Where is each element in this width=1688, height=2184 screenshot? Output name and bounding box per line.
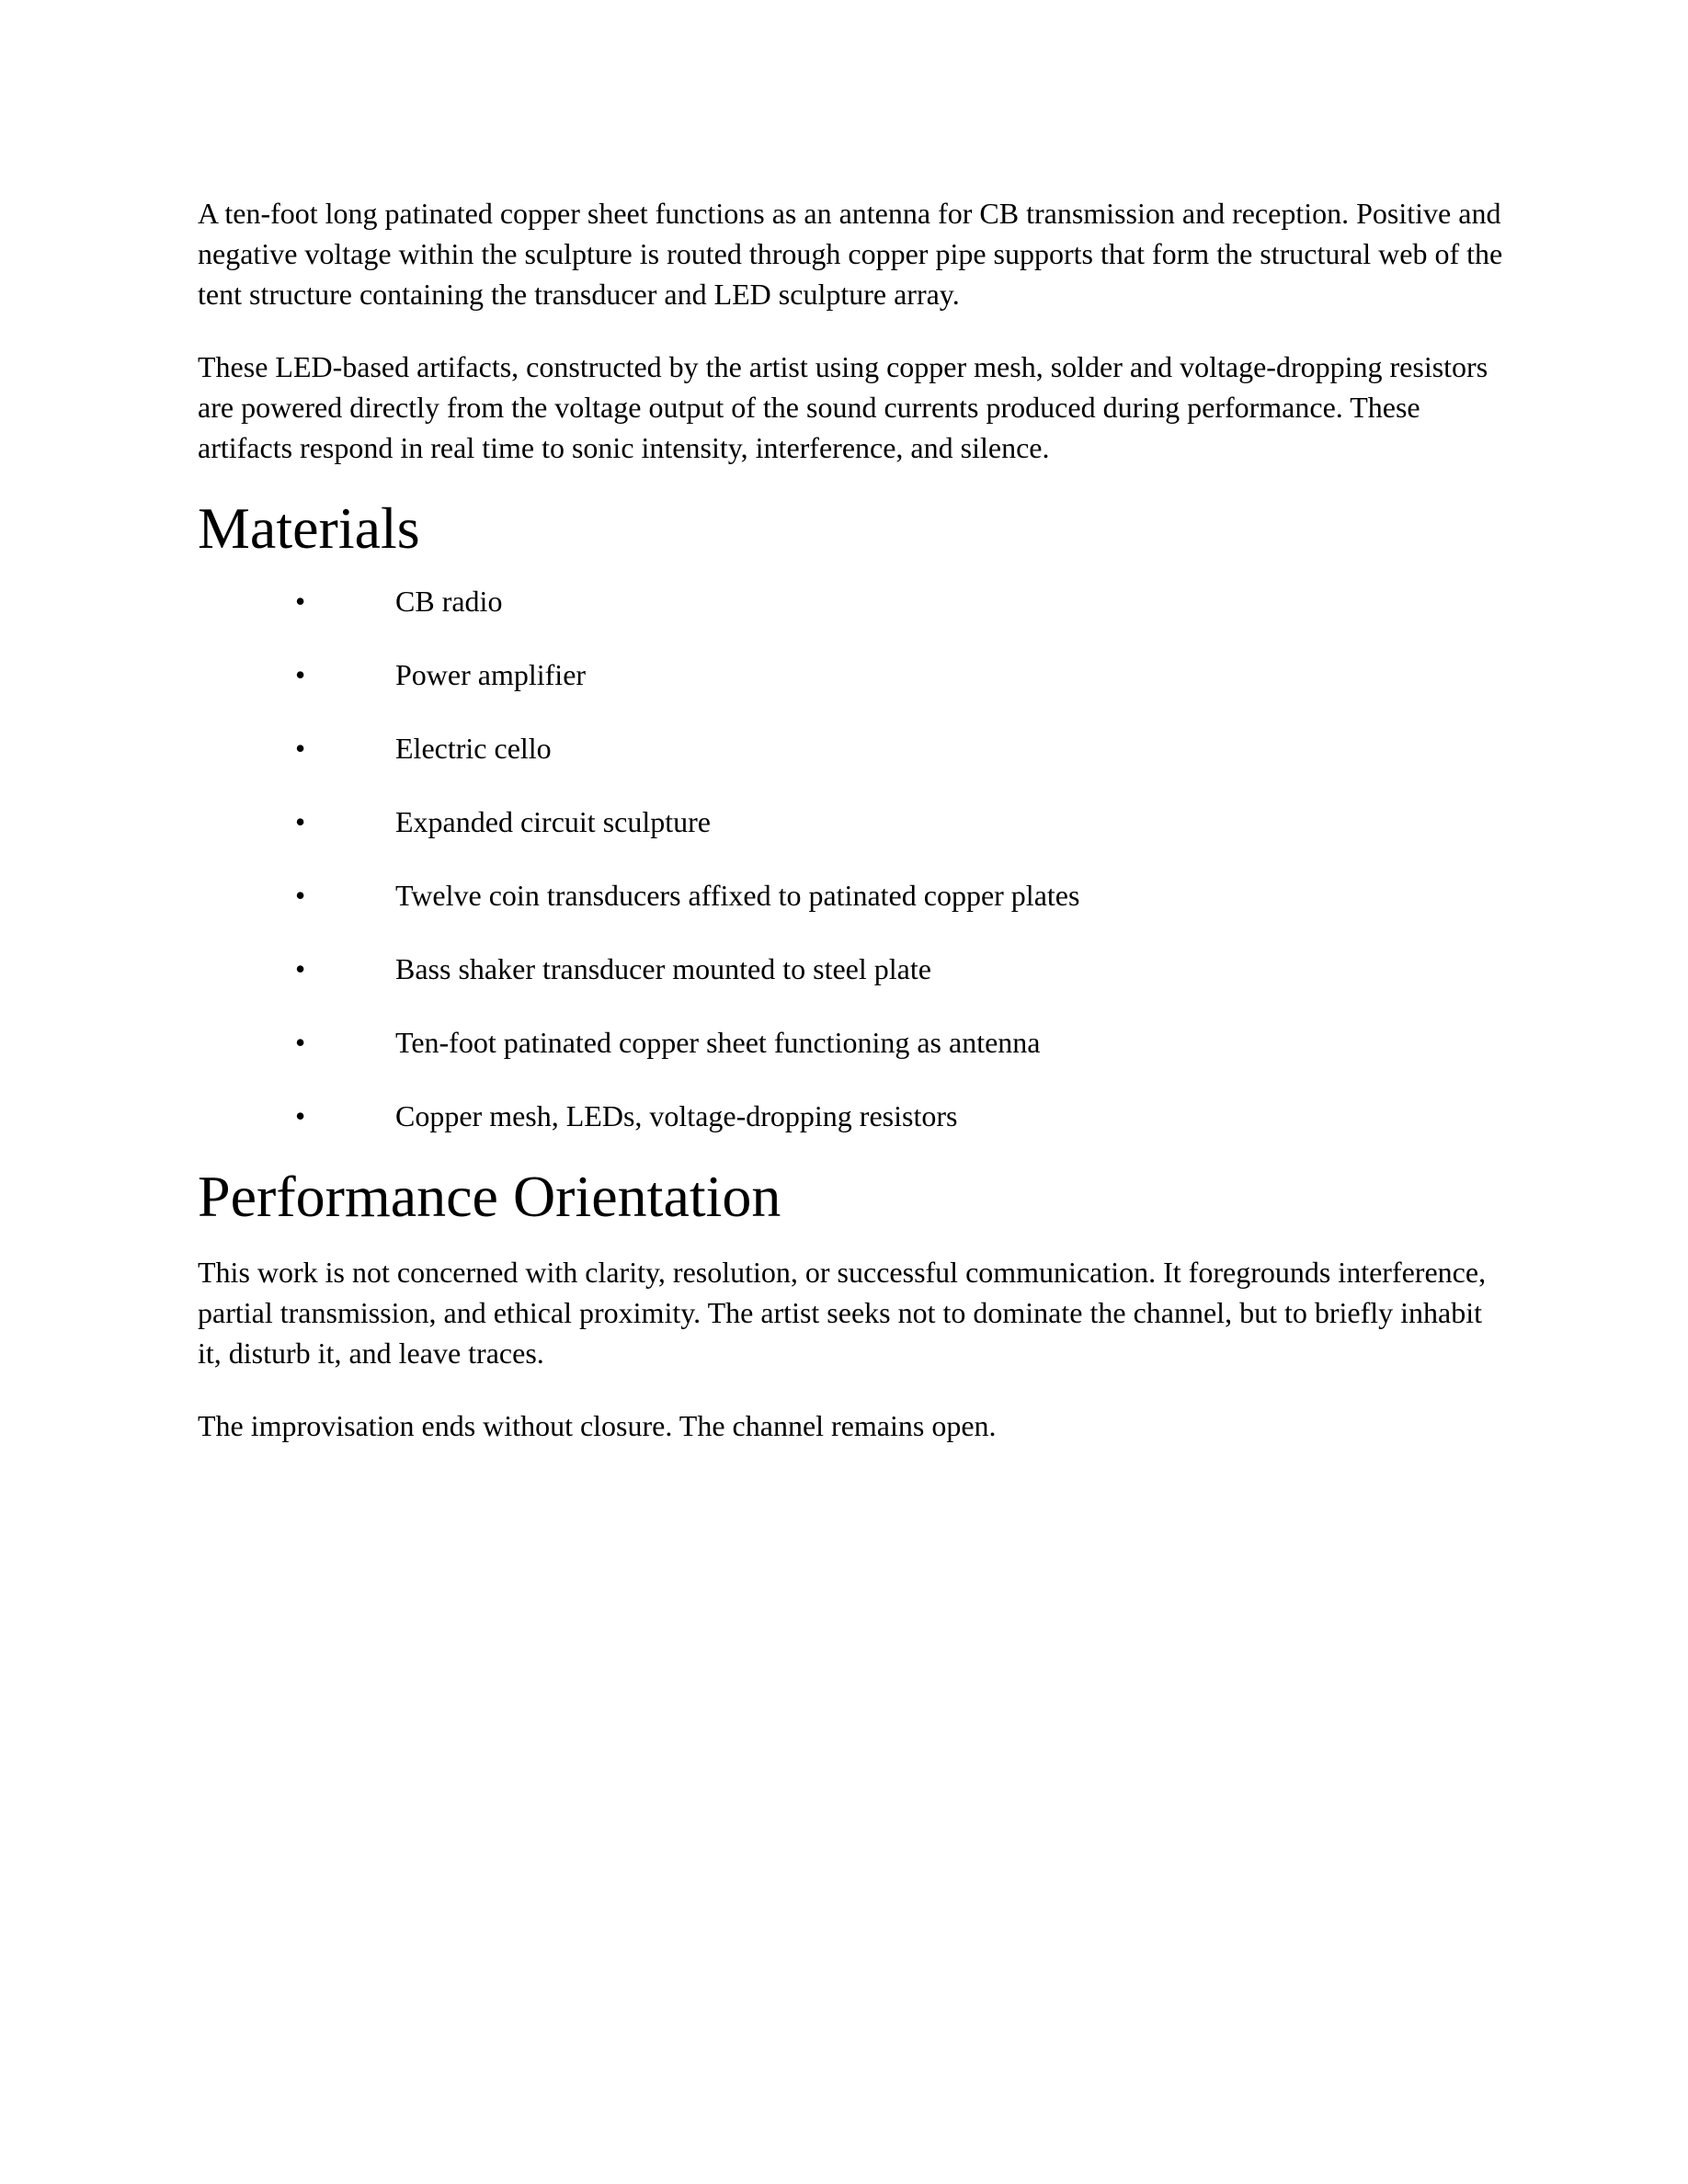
material-item-label: Electric cello [395, 732, 552, 765]
bullet-icon: • [295, 952, 306, 985]
list-item [198, 1022, 1503, 1096]
material-item-label: CB radio [395, 585, 503, 618]
material-item-label: Expanded circuit sculpture [395, 805, 711, 838]
material-item-label: Power amplifier [395, 658, 587, 691]
document-page [198, 193, 1503, 1446]
list-item [198, 581, 1503, 654]
bullet-icon: • [295, 879, 306, 912]
list-item [198, 949, 1503, 1022]
bullet-icon: • [295, 1099, 306, 1132]
list-item [198, 654, 1503, 728]
material-item-label: Copper mesh, LEDs, voltage-dropping resistors [395, 1099, 958, 1132]
material-item-label: Twelve coin transducers affixed to patinated copper plates [395, 879, 1080, 912]
list-item [198, 875, 1503, 949]
materials-list [198, 581, 1503, 1151]
list-item [198, 802, 1503, 875]
performance-paragraph-interference: This work is not concerned with clarity, resolution, or successful communication. It foregrounds interference, partial transmission, and ethical proximity. The artist seeks not to dominate the channel, but to briefly inhabit it, disturb it, and leave traces. [198, 1256, 1487, 1370]
bullet-icon: • [295, 1026, 306, 1059]
bullet-icon: • [295, 805, 306, 838]
material-item-label: Ten-foot patinated copper sheet functioning as antenna [395, 1026, 1041, 1059]
bullet-icon: • [295, 658, 306, 691]
performance-paragraph-closure: The improvisation ends without closure. The channel remains open. [198, 1409, 997, 1442]
bullet-icon: • [295, 732, 306, 765]
bullet-icon: • [295, 585, 306, 618]
materials-heading: Materials [198, 495, 420, 561]
intro-paragraph-led-artifacts: These LED-based artifacts, constructed by the artist using copper mesh, solder and voltage-dropping resistors are powered directly from the voltage output of the sound currents produced during performance. These artifacts respond in real time to sonic intensity, interference, and silence. [198, 350, 1488, 464]
intro-paragraph-antenna: A ten-foot long patinated copper sheet functions as an antenna for CB transmission and reception. Positive and negative voltage within the sculpture is routed through copper pipe supports that form the structural web of the tent structure containing the transducer and LED sculpture array. [198, 197, 1503, 311]
list-item [198, 728, 1503, 802]
material-item-label: Bass shaker transducer mounted to steel plate [395, 952, 931, 985]
performance-orientation-heading: Performance Orientation [198, 1164, 781, 1229]
list-item [198, 1096, 1503, 1151]
